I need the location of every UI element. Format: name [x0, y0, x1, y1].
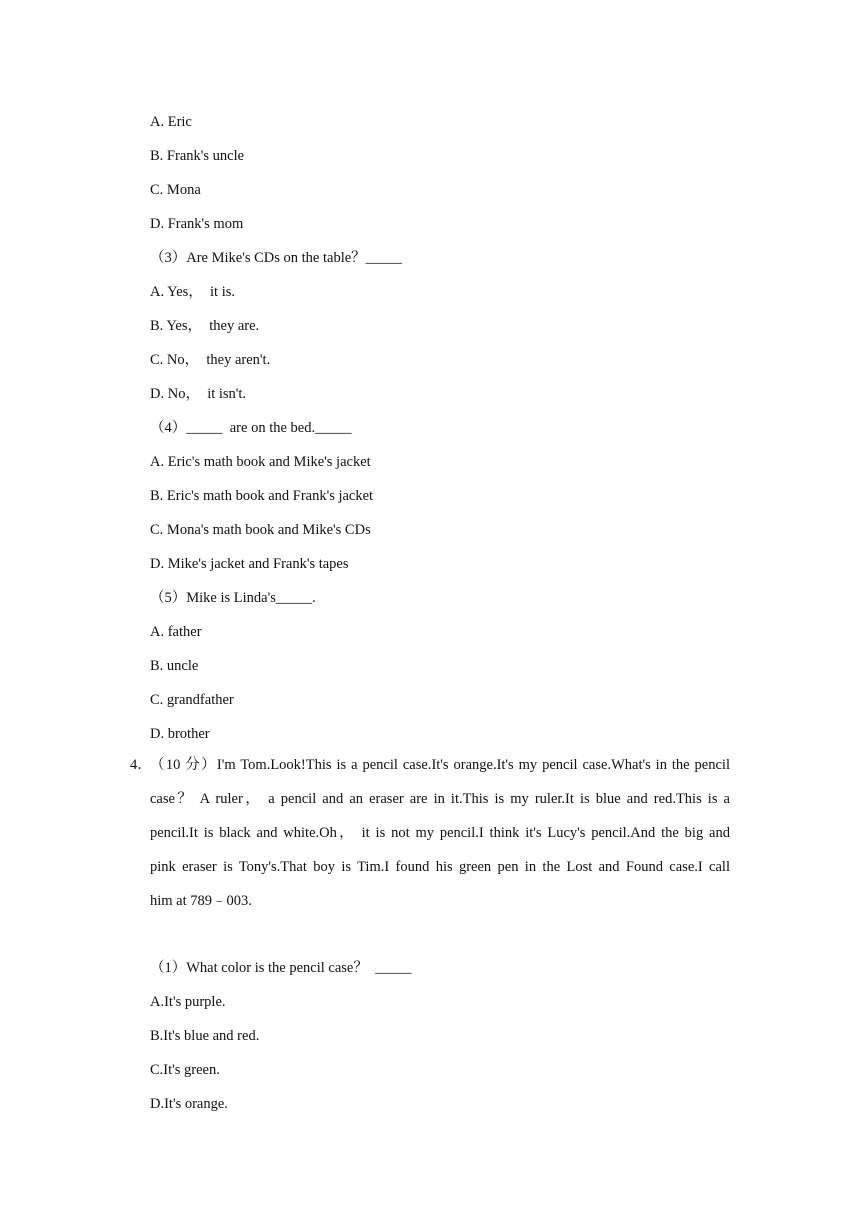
p4-q1-stem: （1）What color is the pencil case？ _____: [150, 960, 412, 976]
q4-option-b: B. Eric's math book and Frank's jacket: [150, 488, 374, 504]
q4-option-a: A. Eric's math book and Mike's jacket: [150, 454, 371, 470]
q5-stem: （5）Mike is Linda's_____.: [150, 590, 316, 606]
p4-q1-option-c: C.It's green.: [150, 1062, 220, 1078]
q5-option-b: B. uncle: [150, 658, 199, 674]
passage-4-line: pencil.It is black and white.Oh， it is not my pencil.I think it's Lucy's pencil.And the big and: [150, 825, 730, 841]
q2-option-c: C. Mona: [150, 182, 201, 198]
q5-option-a: A. father: [150, 624, 202, 640]
q2-option-a: A. Eric: [150, 114, 192, 130]
passage-4-line: him at 789﹣003.: [150, 893, 252, 909]
p4-q1-option-a: A.It's purple.: [150, 994, 226, 1010]
passage-4-line: pink eraser is Tony's.That boy is Tim.I found his green pen in the Lost and Found case.I call: [150, 859, 730, 875]
q2-option-b: B. Frank's uncle: [150, 148, 245, 164]
q5-option-c: C. grandfather: [150, 692, 234, 708]
q3-stem: （3）Are Mike's CDs on the table？_____: [150, 250, 402, 266]
q4-option-c: C. Mona's math book and Mike's CDs: [150, 522, 371, 538]
passage-4-line: case？ A ruler， a pencil and an eraser are in it.This is my ruler.It is blue and red.This is a: [150, 791, 730, 807]
q3-option-a: A. Yes， it is.: [150, 284, 236, 300]
q4-option-d: D. Mike's jacket and Frank's tapes: [150, 556, 349, 572]
q4-stem: （4）_____ are on the bed._____: [150, 420, 352, 436]
p4-q1-option-d: D.It's orange.: [150, 1096, 228, 1112]
passage-4-line: （10 分）I'm Tom.Look!This is a pencil case.It's orange.It's my pencil case.What's in the pencil: [150, 757, 730, 773]
q3-option-d: D. No， it isn't.: [150, 386, 247, 402]
q2-option-d: D. Frank's mom: [150, 216, 244, 232]
q3-option-b: B. Yes， they are.: [150, 318, 260, 334]
passage-4-text: [150, 755, 730, 925]
p4-q1-option-b: B.It's blue and red.: [150, 1028, 260, 1044]
passage-4-number: 4．: [130, 757, 152, 773]
q5-option-d: D. brother: [150, 726, 210, 742]
q3-option-c: C. No， they aren't.: [150, 352, 271, 368]
